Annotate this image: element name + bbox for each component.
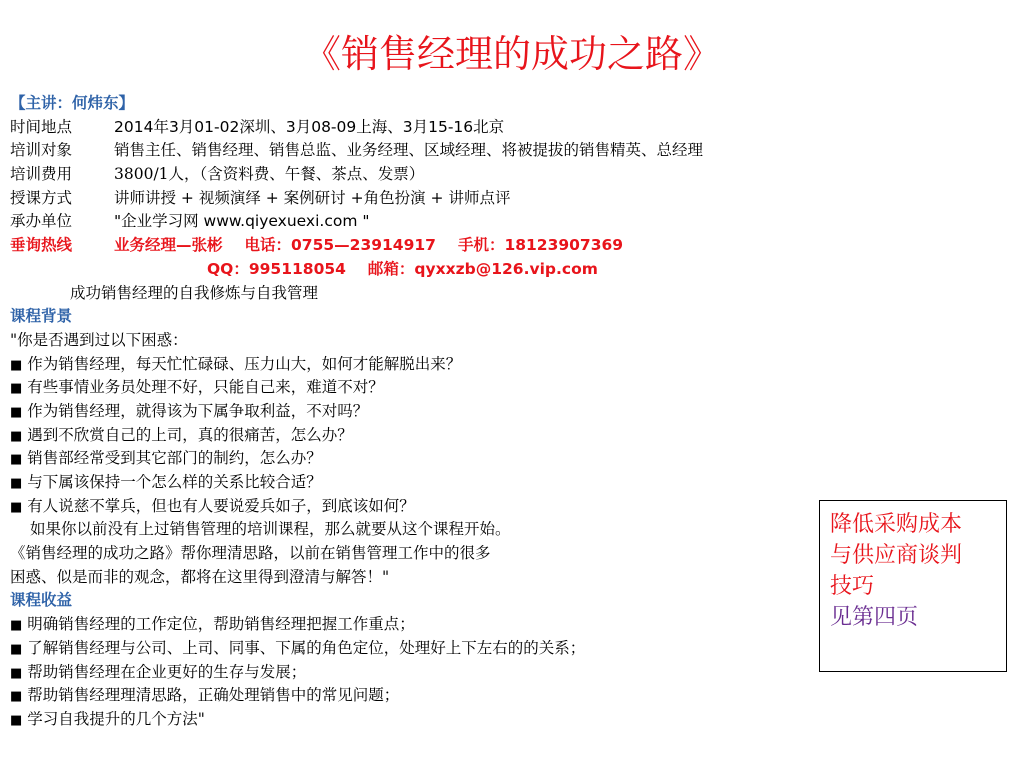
detail-label: 承办单位 xyxy=(10,212,73,231)
list-item-text: 了解销售经理与公司、上司、同事、下属的角色定位，处理好上下左右的的关系； xyxy=(27,638,586,657)
list-item xyxy=(10,637,810,661)
list-item-text: 有些事情业务员处理不好，只能自己来，难道不对？ xyxy=(27,378,384,397)
detail-value: "企业学习网 www.qiyexuexi.com " xyxy=(114,212,370,231)
detail-row xyxy=(10,163,810,187)
detail-label: 时间地点 xyxy=(10,117,73,136)
list-item xyxy=(10,684,810,708)
list-item-text: 与下属该保持一个怎么样的关系比较合适？ xyxy=(27,473,322,491)
detail-value: 销售主任、销售经理、销售总监、业务经理、区域经理、将被提拔的销售精英、总经理 xyxy=(114,141,704,160)
background-paragraph: 《销售经理的成功之路》帮你理清思路，以前在销售管理工作中的很多 xyxy=(10,544,491,563)
bullet-icon: ■ xyxy=(10,476,23,491)
related-course-title-line: 技巧 xyxy=(830,574,875,599)
list-item xyxy=(10,495,810,519)
page-title: 《销售经理的成功之路》 xyxy=(302,32,721,76)
bullet-icon: ■ xyxy=(10,452,23,468)
related-course-title-line: 降低采购成本 xyxy=(830,512,963,537)
detail-label: 培训费用 xyxy=(10,165,73,184)
list-item-text: 学习自我提升的几个方法" xyxy=(27,709,205,728)
lecturer: 【主讲：何炜东】 xyxy=(10,94,135,112)
hotline-email: 邮箱：qyxxzb@126.vip.com xyxy=(367,259,598,278)
detail-value: 2014年3月01-02深圳、3月08-09上海、3月15-16北京 xyxy=(114,117,505,136)
section-heading-benefits: 课程收益 xyxy=(10,591,73,610)
hotline-mobile: 手机：18123907369 xyxy=(457,236,624,255)
background-paragraph: 困惑、似是而非的观念，都将在这里得到澄清与解答！" xyxy=(10,567,390,586)
bullet-icon: ■ xyxy=(10,641,23,657)
list-item xyxy=(10,353,810,377)
related-course-title-line: 与供应商谈判 xyxy=(830,543,963,568)
background-paragraph: 如果你以前没有上过销售管理的培训课程，那么就要从这个课程开始。 xyxy=(30,520,511,539)
list-item xyxy=(10,424,810,448)
detail-label: 培训对象 xyxy=(10,141,73,160)
list-item xyxy=(10,708,810,732)
hotline-row xyxy=(10,234,810,258)
detail-value: 讲师讲授 + 视频演绎 + 案例研讨 +角色扮演 + 讲师点评 xyxy=(114,188,511,207)
section-heading-background: 课程背景 xyxy=(10,307,73,326)
related-course-box xyxy=(819,500,1007,672)
list-item-text: 作为销售经理，就得该为下属争取利益，不对吗？ xyxy=(27,401,369,420)
list-item xyxy=(10,613,810,637)
hotline-label: 垂询热线 xyxy=(10,236,73,255)
hotline-row-2 xyxy=(10,258,810,282)
detail-row xyxy=(10,210,810,234)
list-item xyxy=(10,400,810,424)
bullet-icon: ■ xyxy=(10,404,23,420)
document-body xyxy=(10,92,810,732)
detail-row xyxy=(10,139,810,163)
course-subtitle: 成功销售经理的自我修炼与自我管理 xyxy=(70,283,319,302)
bullet-icon: ■ xyxy=(10,357,23,373)
hotline-qq: QQ：995118054 xyxy=(207,259,346,278)
bullet-icon: ■ xyxy=(10,618,23,634)
list-item xyxy=(10,376,810,400)
bullet-icon: ■ xyxy=(10,428,23,444)
list-item-text: 遇到不欣赏自己的上司，真的很痛苦，怎么办？ xyxy=(27,425,353,444)
detail-value: 3800/1人，（含资料费、午餐、茶点、发票） xyxy=(114,165,425,184)
list-item-text: 帮助销售经理在企业更好的生存与发展； xyxy=(27,662,307,681)
list-item-text: 帮助销售经理理清思路，正确处理销售中的常见问题； xyxy=(27,686,400,705)
list-item xyxy=(10,471,810,495)
bullet-icon: ■ xyxy=(10,712,23,728)
bullet-icon: ■ xyxy=(10,665,23,681)
list-item-text: 作为销售经理，每天忙忙碌碌、压力山大，如何才能解脱出来？ xyxy=(27,354,462,373)
list-item-text: 销售部经常受到其它部门的制约，怎么办？ xyxy=(27,449,322,468)
background-intro: "你是否遇到过以下困惑： xyxy=(10,330,188,349)
detail-label: 授课方式 xyxy=(10,188,73,207)
list-item-text: 明确销售经理的工作定位，帮助销售经理把握工作重点； xyxy=(27,615,415,634)
related-course-page-ref: 见第四页 xyxy=(830,605,919,630)
detail-row xyxy=(10,116,810,140)
list-item xyxy=(10,661,810,685)
bullet-icon: ■ xyxy=(10,381,23,397)
hotline-phone: 电话：0755—23914917 xyxy=(244,236,436,255)
bullet-icon: ■ xyxy=(10,689,23,705)
bullet-icon: ■ xyxy=(10,499,23,515)
list-item xyxy=(10,447,810,471)
detail-row xyxy=(10,187,810,211)
list-item-text: 有人说慈不掌兵，但也有人要说爱兵如子，到底该如何？ xyxy=(27,496,415,515)
hotline-contact: 业务经理—张彬 xyxy=(114,236,223,255)
